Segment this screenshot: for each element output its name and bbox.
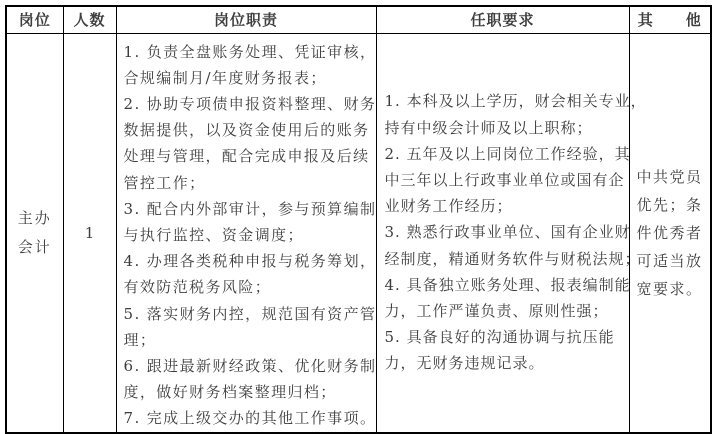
duties-line: 度，做好财务档案整理归档；: [123, 383, 337, 402]
requirements-line: 中三年以上行政事业单位或国有企: [384, 171, 625, 190]
position-line: 主办: [17, 208, 52, 227]
requirements-line: 经制度，精通财务软件与财税法规；: [384, 249, 641, 268]
duties-cell: [116, 33, 376, 433]
other-line: 件优秀者: [636, 223, 703, 242]
requirements-line: 力，无财务违规记录。: [384, 354, 545, 373]
requirements-line: 力，工作严谨负责、原则性强；: [384, 302, 609, 321]
duties-line: 有效防范税务风险；: [123, 278, 272, 297]
duties-line: 理；: [123, 330, 157, 349]
duties-line: 1. 负责全盘账务处理、凭证审核，: [123, 42, 377, 61]
table-header-row: [6, 6, 711, 33]
duties-line: 6. 跟进最新财经政策、优化财务制: [123, 356, 377, 375]
duties-line: 5. 落实财务内控，规范国有资产管: [123, 304, 377, 323]
headcount-cell: 1: [63, 33, 116, 433]
header-other: 其 他: [629, 6, 711, 33]
other-line: 中共党员: [636, 167, 703, 186]
requirements-line: 持有中级会计师及以上职称；: [384, 118, 593, 137]
requirements-line: 5. 具备良好的沟通协调与抗压能: [384, 328, 615, 347]
requirements-line: 1. 本科及以上学历，财会相关专业，: [384, 92, 647, 111]
duties-line: 数据提供，以及资金使用后的账务: [123, 121, 370, 140]
header-duties: 岗位职责: [116, 6, 376, 33]
other-line: 优先；条: [636, 195, 703, 214]
duties-line: 处理与管理，配合完成申报及后续: [123, 147, 370, 166]
duties-line: 2. 协助专项债申报资料整理、财务: [123, 94, 377, 113]
position-cell: [6, 33, 63, 433]
requirements-line: 业财务工作经历；: [384, 197, 513, 216]
table-row: [6, 33, 711, 433]
requirements-line: 3. 熟悉行政事业单位、国有企业财: [384, 223, 631, 242]
duties-line: 管控工作；: [123, 173, 206, 192]
duties-line: 合规编制月/年度财务报表；: [123, 68, 327, 87]
duties-line: 4. 办理各类税种申报与税务筹划，: [123, 252, 377, 271]
position-line: 会计: [17, 237, 52, 256]
header-requirements: 任职要求: [376, 6, 629, 33]
other-line: 可适当放: [636, 251, 703, 270]
duties-line: 与执行监控、资金调度；: [123, 225, 304, 244]
requirements-line: 4. 具备独立账务处理、报表编制能: [384, 275, 631, 294]
requirements-cell: [376, 33, 647, 433]
job-posting-table: [5, 5, 712, 434]
header-position: 岗位: [6, 6, 63, 33]
header-headcount: 人数: [63, 6, 116, 33]
other-line: 宽要求。: [636, 279, 703, 298]
duties-line: 3. 配合内外部审计，参与预算编制: [123, 199, 377, 218]
duties-line: 7. 完成上级交办的其他工作事项。: [123, 409, 377, 428]
requirements-line: 2. 五年及以上同岗位工作经验，其: [384, 144, 631, 163]
